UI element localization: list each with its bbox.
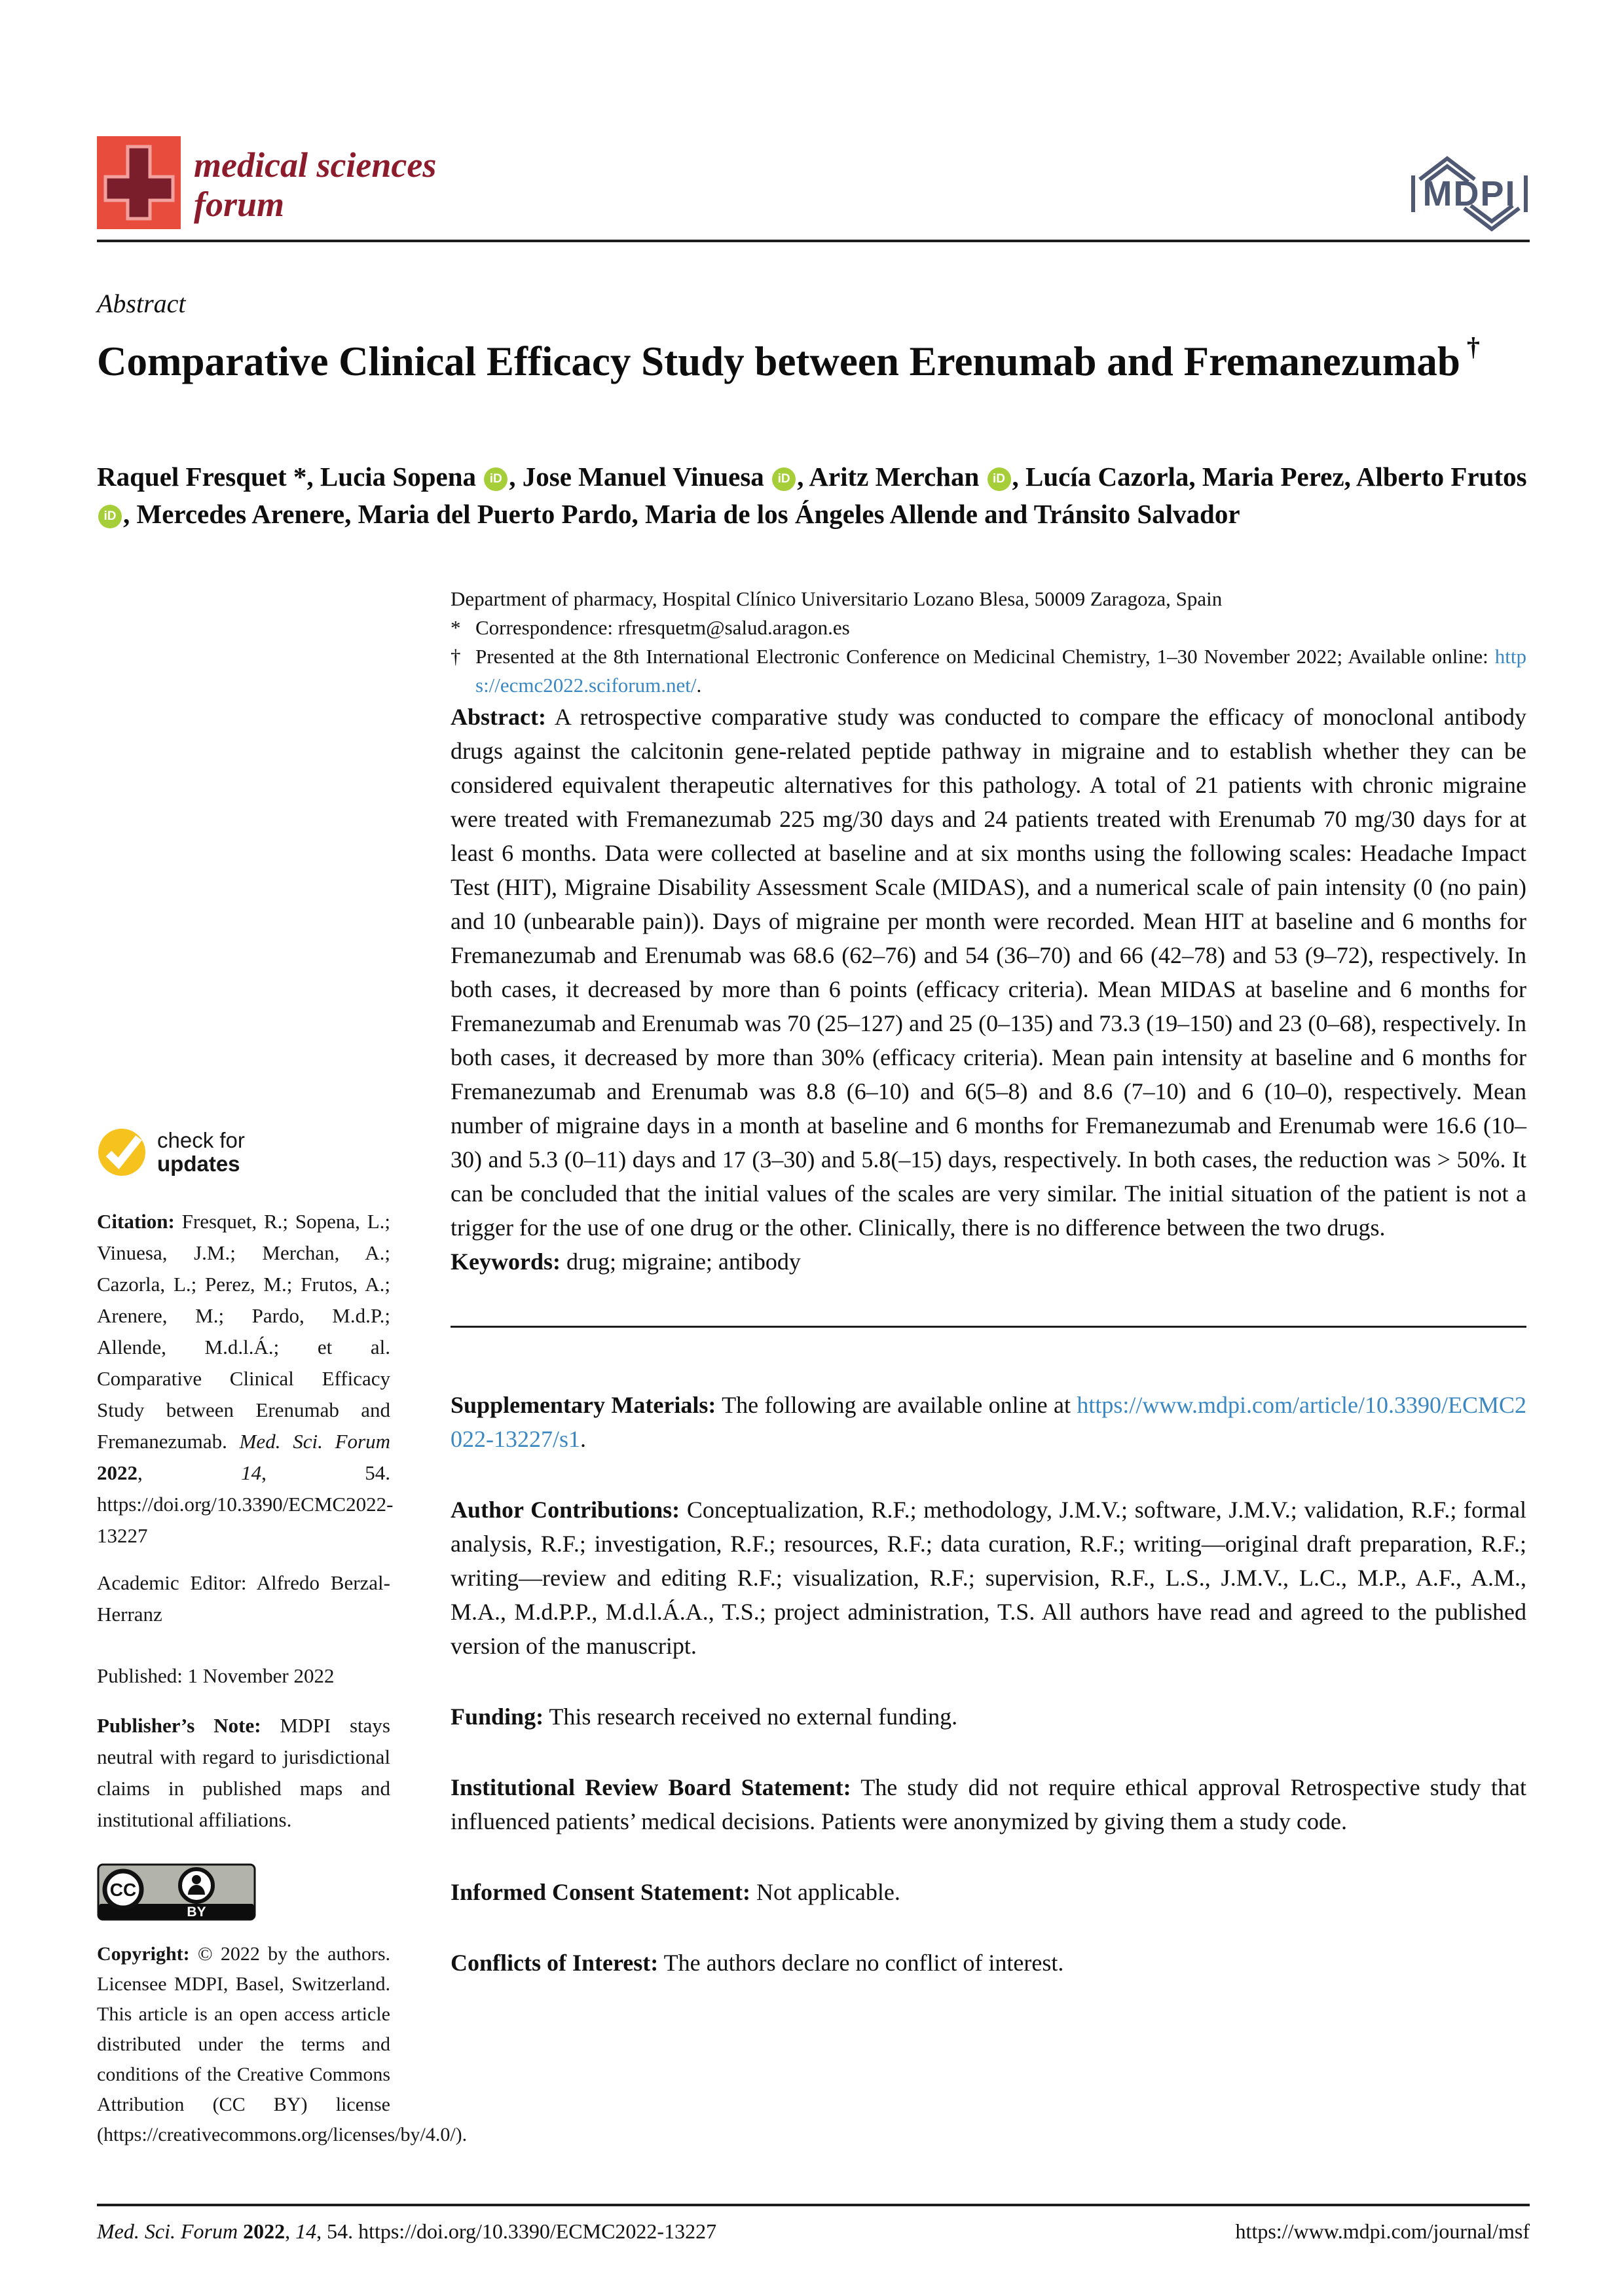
abstract-paragraph: Abstract: A retrospective comparative study was conducted to compare the efficacy of monoclonal antibody drugs against the calcitonin gene-related peptide pathway in migraine and to establish whether they can be considered equivalent therapeutic alternatives for this pathology. A total of 21 patients with chronic migraine were treated with Fremanezumab 225 mg/30 days and 24 patients treated with Erenumab 70 mg/30 days for at least 6 months. Data were collected at baseline and at six months using the following scales: Headache Impact Test (HIT), Migraine Disability Assessment Scale (MIDAS), and a numerical scale of pain intensity (0 (no pain) and 10 (unbearable pain)). Days of migraine per month were recorded. Mean HIT at baseline and 6 months for Fremanezumab and Erenumab was 68.6 (62–76) and 54 (36–70) and 66 (42–78) and 53 (9–72), respectively. In both cases, it decreased by more than 6 points (efficacy criteria). Mean MIDAS at baseline and 6 months for Fremanezumab and Erenumab was 70 (25–127) and 25 (0–135) and 73.3 (19–150) and 23 (0–68), respectively. In both cases, it decreased by more than 30% (efficacy criteria). Mean pain intensity at baseline and 6 months for Fremanezumab and Erenumab was 8.8 (6–10) and 6(5–8) and 8.6 (7–10) and 6 (10–0), respectively. Mean number of migraine days in a month at baseline and 6 months for Fremanezumab and Erenumab were 16.6 (10–30) and 5.3 (0–11) days and 17 (3–30) and 5.8(–15) days, respectively. In both cases, the reduction was > 50%. It can be concluded that the initial values of the scales are very similar. The initial situation of the patient is not a trigger for the use of one drug or the other. Clinically, there is no difference between the two drugs. — [451, 704, 1526, 1241]
published-date: Published: 1 November 2022 — [97, 1664, 335, 1687]
paper-title — [97, 316, 1534, 393]
footer-journal-url: https://www.mdpi.com/journal/msf — [1235, 2219, 1530, 2243]
author-name: Mercedes Arenere — [136, 499, 345, 529]
conflicts-label: Conflicts of Interest: — [451, 1950, 659, 1976]
supplementary-link[interactable]: https://www.mdpi.com/article/10.3390/ECMC2022-13227/s1 — [451, 1392, 1526, 1452]
keywords-line: Keywords: drug; migraine; antibody — [451, 1248, 801, 1275]
funding-label: Funding: — [451, 1704, 544, 1730]
academic-editor: Academic Editor: Alfredo Berzal-Herranz — [97, 1571, 390, 1626]
citation-block: Citation: Fresquet, R.; Sopena, L.; Vinuesa, J.M.; Merchan, A.; Cazorla, L.; Perez, M.; Frutos, A.; Arenere, M.; Pardo, M.d.P.; Allende, M.d.l.Á.; et al. Comparative Clinical Efficacy Study between Erenumab and Fremanezumab. Med. Sci. Forum 2022, 14, 54. https://doi.org/10.3390/ECMC2022-13227 — [97, 1210, 394, 1547]
paper-title-text: Comparative Clinical Efficacy Study between Erenumab and Fremanezumab — [97, 338, 1460, 384]
mdpi-logo — [1407, 149, 1532, 238]
red-cross-icon — [97, 136, 181, 229]
affiliation: Department of pharmacy, Hospital Clínico Universitario Lozano Blesa, 50009 Zaragoza, Spain — [451, 587, 1223, 610]
author-name: Aritz Merchan — [809, 462, 986, 492]
correspondence-marker: * — [451, 616, 461, 639]
irb-statement-section: Institutional Review Board Statement: The study did not require ethical approval Retrospective study that influenced patients’ medical decisions. Patients were anonymized by giving them a study code. — [451, 1774, 1526, 1834]
cc-by-license-badge[interactable] — [97, 1863, 256, 1921]
check-for-updates-label: check for updates — [157, 1128, 245, 1176]
publishers-note: Publisher’s Note: MDPI stays neutral with regard to jurisdictional claims in published maps and institutional affiliations. — [97, 1714, 390, 1831]
author-name: Tránsito Salvador — [1033, 499, 1240, 529]
svg-text:MDPI: MDPI — [1422, 174, 1517, 213]
medical-sciences-forum-logo — [97, 136, 181, 229]
presented-at-row: † Presented at the 8th International Electronic Conference on Medicinal Chemistry, 1–30 November 2022; Available online: https://ecmc2022.sciforum.net/. — [451, 642, 1526, 700]
copyright-label: Copyright: — [97, 1943, 190, 1965]
orcid-icon[interactable]: iD — [987, 467, 1011, 491]
title-dagger: † — [1466, 332, 1480, 361]
journal-name: medical sciences forum — [194, 145, 437, 224]
orcid-icon[interactable]: iD — [772, 467, 796, 491]
author-name: Maria de los Ángeles Allende — [645, 499, 978, 529]
supplementary-materials-section: Supplementary Materials: The following are available online at https://www.mdpi.com/article/10.3390/ECMC2022-13227/s1. — [451, 1392, 1526, 1452]
irb-label: Institutional Review Board Statement: — [451, 1774, 851, 1800]
citation-label: Citation: — [97, 1210, 175, 1233]
orcid-icon[interactable]: iD — [484, 467, 507, 491]
left-sidebar — [97, 1127, 468, 2150]
informed-consent-label: Informed Consent Statement: — [451, 1879, 750, 1905]
keywords-separator-rule — [451, 1326, 1526, 1328]
dagger-marker: † — [451, 645, 461, 668]
conflicts-section: Conflicts of Interest: The authors declare no conflict of interest. — [451, 1950, 1064, 1976]
footer-citation: Med. Sci. Forum 2022, 14, 54. https://doi.org/10.3390/ECMC2022-13227 — [97, 2219, 717, 2243]
footer-rule — [97, 2204, 1530, 2206]
article-type-label: Abstract — [97, 289, 186, 318]
author-name: Lucia Sopena — [320, 462, 483, 492]
author-name: Lucía Cazorla — [1025, 462, 1189, 492]
funding-section: Funding: This research received no external funding. — [451, 1704, 958, 1730]
crossmark-check-icon — [97, 1127, 147, 1177]
author-name: Jose Manuel Vinuesa — [522, 462, 771, 492]
author-name: Raquel Fresquet * — [97, 462, 307, 492]
orcid-icon[interactable]: iD — [98, 505, 122, 528]
correspondence-row: * Correspondence: rfresquetm@salud.aragon.es — [451, 613, 1526, 642]
publishers-note-label: Publisher’s Note: — [97, 1714, 261, 1737]
svg-text:CC: CC — [109, 1880, 137, 1900]
svg-text:BY: BY — [187, 1904, 206, 1920]
author-contributions-section: Author Contributions: Conceptualization, R.F.; methodology, J.M.V.; software, J.M.V.; validation, R.F.; formal analysis, R.F.; investigation, R.F.; resources, R.F.; data curation, R.F.; writing—original draft preparation, R.F.; writing—review and editing R.F.; visualization, R.F.; supervision, R.F., L.S., J.M.V., L.C., M.P., A.F., A.M., M.A., M.d.P.P., M.d.l.Á.A., T.S.; project administration, T.S. All authors have read and agreed to the published version of the manuscript. — [451, 1497, 1526, 1659]
supplementary-label: Supplementary Materials: — [451, 1392, 716, 1418]
header-rule — [97, 240, 1530, 242]
author-line: Raquel Fresquet *, Lucia Sopena iD , Jose Manuel Vinuesa iD , Aritz Merchan iD , Lucía Cazorla, Maria Perez, Alberto Frutos iD , Mercedes Arenere, Maria del Puerto Pardo, Maria de los Ángeles Allende and Tránsito Salvador — [97, 462, 1527, 529]
keywords-label: Keywords: — [451, 1248, 561, 1275]
check-for-updates-button[interactable] — [97, 1127, 390, 1177]
abstract-label: Abstract: — [451, 704, 546, 730]
informed-consent-section: Informed Consent Statement: Not applicable. — [451, 1879, 900, 1905]
author-name: Maria del Puerto Pardo — [358, 499, 632, 529]
author-name: Maria Perez — [1202, 462, 1344, 492]
author-contributions-label: Author Contributions: — [451, 1497, 680, 1523]
main-column — [451, 585, 1526, 1980]
author-name: Alberto Frutos — [1356, 462, 1527, 492]
copyright-block: Copyright: © 2022 by the authors. Licensee MDPI, Basel, Switzerland. This article is an open access article distributed under the terms and conditions of the Creative Commons Attribution (CC BY) license (https://creativecommons.org/licenses/by/4.0/). — [97, 1943, 468, 2145]
conference-link[interactable]: https://ecmc2022.sciforum.net/ — [475, 645, 1526, 697]
